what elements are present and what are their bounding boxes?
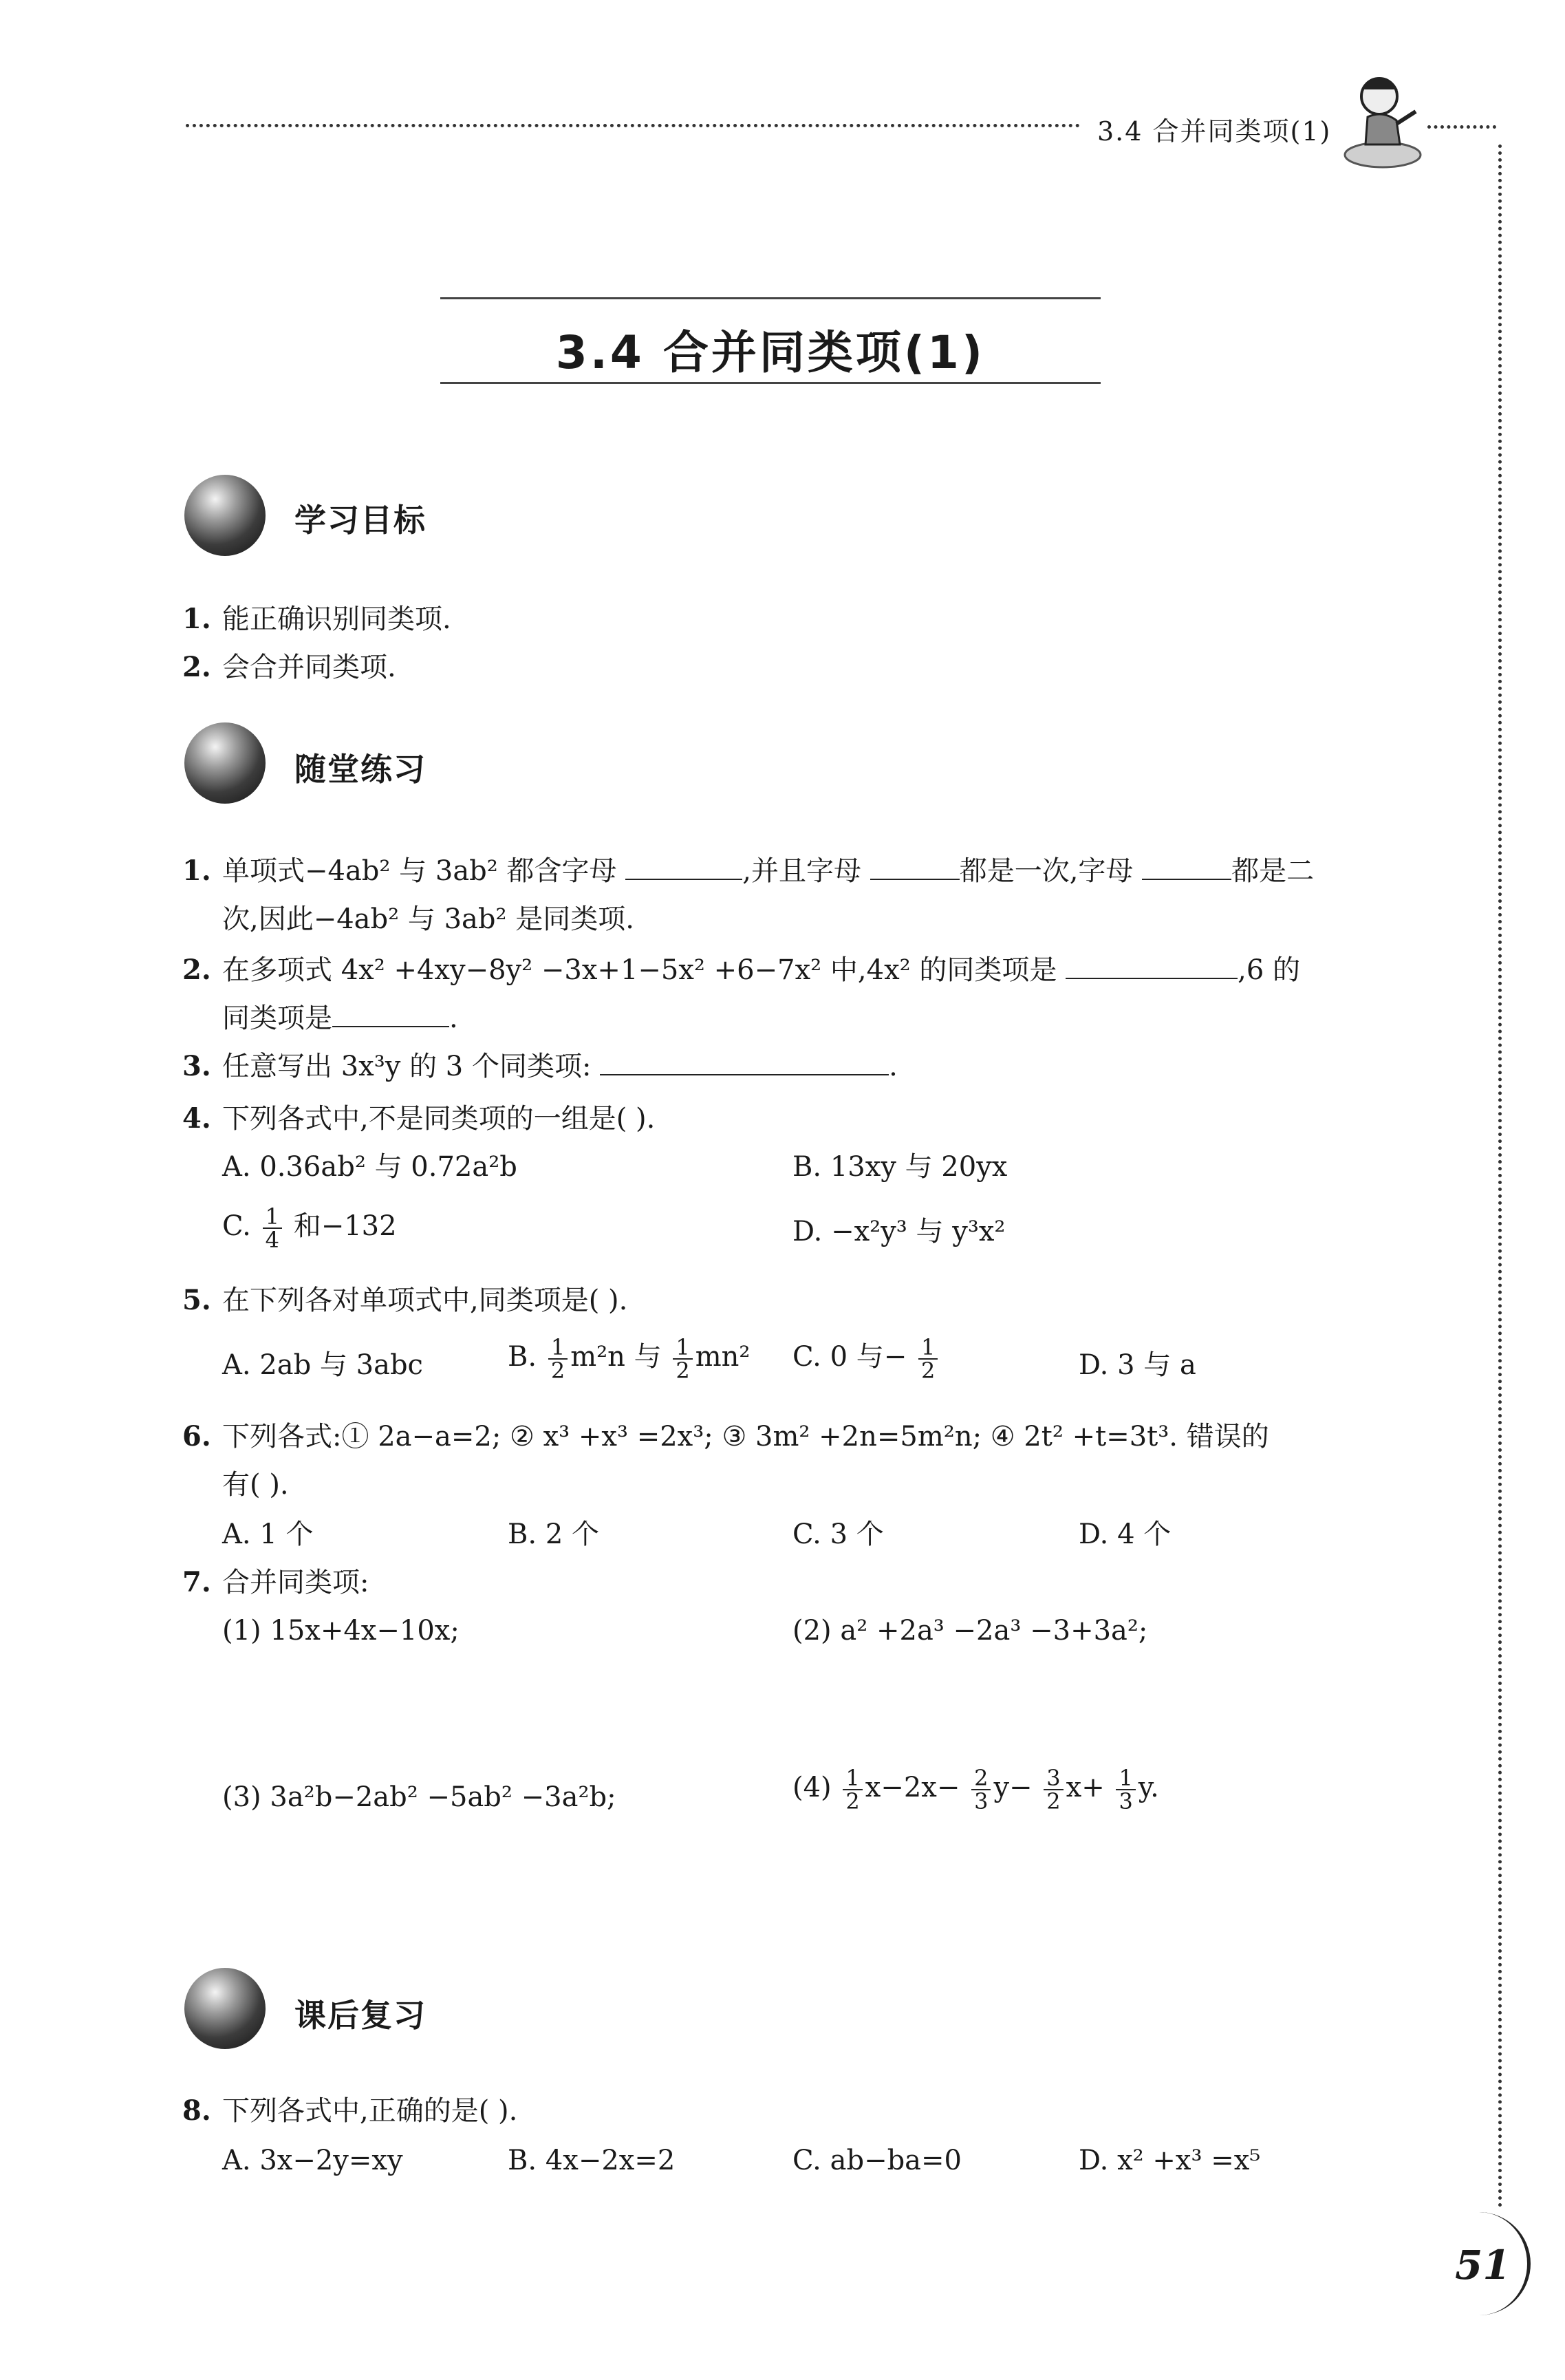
option-d[interactable]: D. 3 与 a — [1079, 1349, 1196, 1381]
option-c[interactable]: C. 3 个 — [792, 1519, 884, 1550]
section-title-goals: 学习目标 — [294, 502, 427, 539]
question-7-part-3: (3) 3a²b−2ab² −5ab² −3a²b; — [222, 1781, 616, 1813]
section-title-review: 课后复习 — [294, 1997, 427, 2034]
option-c[interactable]: C. 0 与− $\frac{1}{2}$ — [792, 1336, 940, 1382]
chapter-title: 3.4 合并同类项(1) — [555, 326, 986, 379]
goal-item: 1. 能正确识别同类项. — [182, 603, 451, 635]
fraction: $\frac{1}{4}$ — [263, 1205, 282, 1251]
fraction: $\frac{1}{2}$ — [673, 1336, 692, 1382]
question-1-line-1: 1. 单项式−4ab² 与 3ab² 都含字母 ,并且字母 都是一次,字母 都是二 — [182, 852, 1314, 890]
fraction: $\frac{1}{2}$ — [918, 1336, 938, 1382]
answer-blank[interactable] — [1066, 952, 1238, 979]
question-6-line-1: 6. 下列各式:① 2a−a=2; ② x³ +x³ =2x³; ③ 3m² +2n=5m²n; ④ 2t² +t=3t³. 错误的 — [182, 1420, 1269, 1452]
question-7-part-2: (2) a² +2a³ −2a³ −3+3a²; — [792, 1615, 1148, 1647]
question-7-part-4: (4) $\frac{1}{2}$ x−2x− $\frac{2}{3}$ y− $\frac{3}{2}$ x+ $\frac{1}{3}$ y. — [792, 1765, 1159, 1814]
option-a[interactable]: A. 3x−2y=xy — [222, 2145, 403, 2176]
right-margin-dotted-line — [1498, 144, 1502, 2209]
header-dotted-line-right — [1427, 125, 1496, 129]
page-number: 51 — [1455, 2242, 1511, 2288]
option-a[interactable]: A. 2ab 与 3abc — [222, 1349, 423, 1381]
question-4: 4. 下列各式中,不是同类项的一组是( ). — [182, 1102, 656, 1135]
answer-blank[interactable] — [1142, 853, 1231, 880]
option-a[interactable]: A. 0.36ab² 与 0.72a²b — [222, 1151, 517, 1183]
option-d[interactable]: D. −x²y³ 与 y³x² — [792, 1216, 1006, 1247]
option-c[interactable]: C. $\frac{1}{4}$ 和−132 — [222, 1203, 397, 1253]
globe-icon — [184, 1968, 266, 2049]
answer-blank[interactable] — [332, 1000, 449, 1027]
fraction: $\frac{2}{3}$ — [971, 1767, 991, 1812]
question-5: 5. 在下列各对单项式中,同类项是( ). — [182, 1284, 628, 1316]
answer-blank[interactable] — [625, 853, 742, 880]
section-title-practice: 随堂练习 — [294, 751, 427, 788]
option-b[interactable]: B. 13xy 与 20yx — [792, 1151, 1008, 1183]
globe-icon — [184, 722, 266, 804]
fraction: $\frac{1}{3}$ — [1116, 1767, 1135, 1812]
answer-blank[interactable] — [870, 853, 960, 880]
question-2-line-1: 2. 在多项式 4x² +4xy−8y² −3x+1−5x² +6−7x² 中,4x² 的同类项是 ,6 的 — [182, 951, 1300, 989]
running-header: 3.4 合并同类项(1) — [1097, 116, 1332, 147]
fraction: $\frac{1}{2}$ — [548, 1336, 568, 1382]
question-8: 8. 下列各式中,正确的是( ). — [182, 2094, 518, 2127]
fraction: $\frac{3}{2}$ — [1044, 1767, 1063, 1812]
answer-blank[interactable] — [600, 1048, 889, 1075]
fraction: $\frac{1}{2}$ — [843, 1767, 862, 1812]
option-b[interactable]: B. $\frac{1}{2}$ m²n 与 $\frac{1}{2}$ mn² — [508, 1334, 751, 1384]
option-d[interactable]: D. 4 个 — [1079, 1519, 1172, 1550]
chapter-title-box — [440, 297, 1101, 384]
mascot-icon — [1341, 69, 1424, 172]
globe-icon — [184, 475, 266, 556]
option-b[interactable]: B. 2 个 — [508, 1519, 599, 1550]
option-b[interactable]: B. 4x−2x=2 — [508, 2145, 676, 2176]
question-1-line-2: 次,因此−4ab² 与 3ab² 是同类项. — [222, 903, 634, 935]
option-a[interactable]: A. 1 个 — [222, 1519, 314, 1550]
question-7: 7. 合并同类项: — [182, 1566, 369, 1598]
option-c[interactable]: C. ab−ba=0 — [792, 2145, 962, 2176]
question-6-line-2: 有( ). — [222, 1469, 289, 1501]
header-dotted-line-left — [186, 124, 1080, 127]
goal-item: 2. 会合并同类项. — [182, 651, 396, 683]
question-7-part-1: (1) 15x+4x−10x; — [222, 1615, 460, 1647]
question-2-line-2: 同类项是 . — [222, 999, 458, 1038]
option-d[interactable]: D. x² +x³ =x⁵ — [1079, 2145, 1261, 2176]
question-3: 3. 任意写出 3x³y 的 3 个同类项: . — [182, 1047, 898, 1086]
